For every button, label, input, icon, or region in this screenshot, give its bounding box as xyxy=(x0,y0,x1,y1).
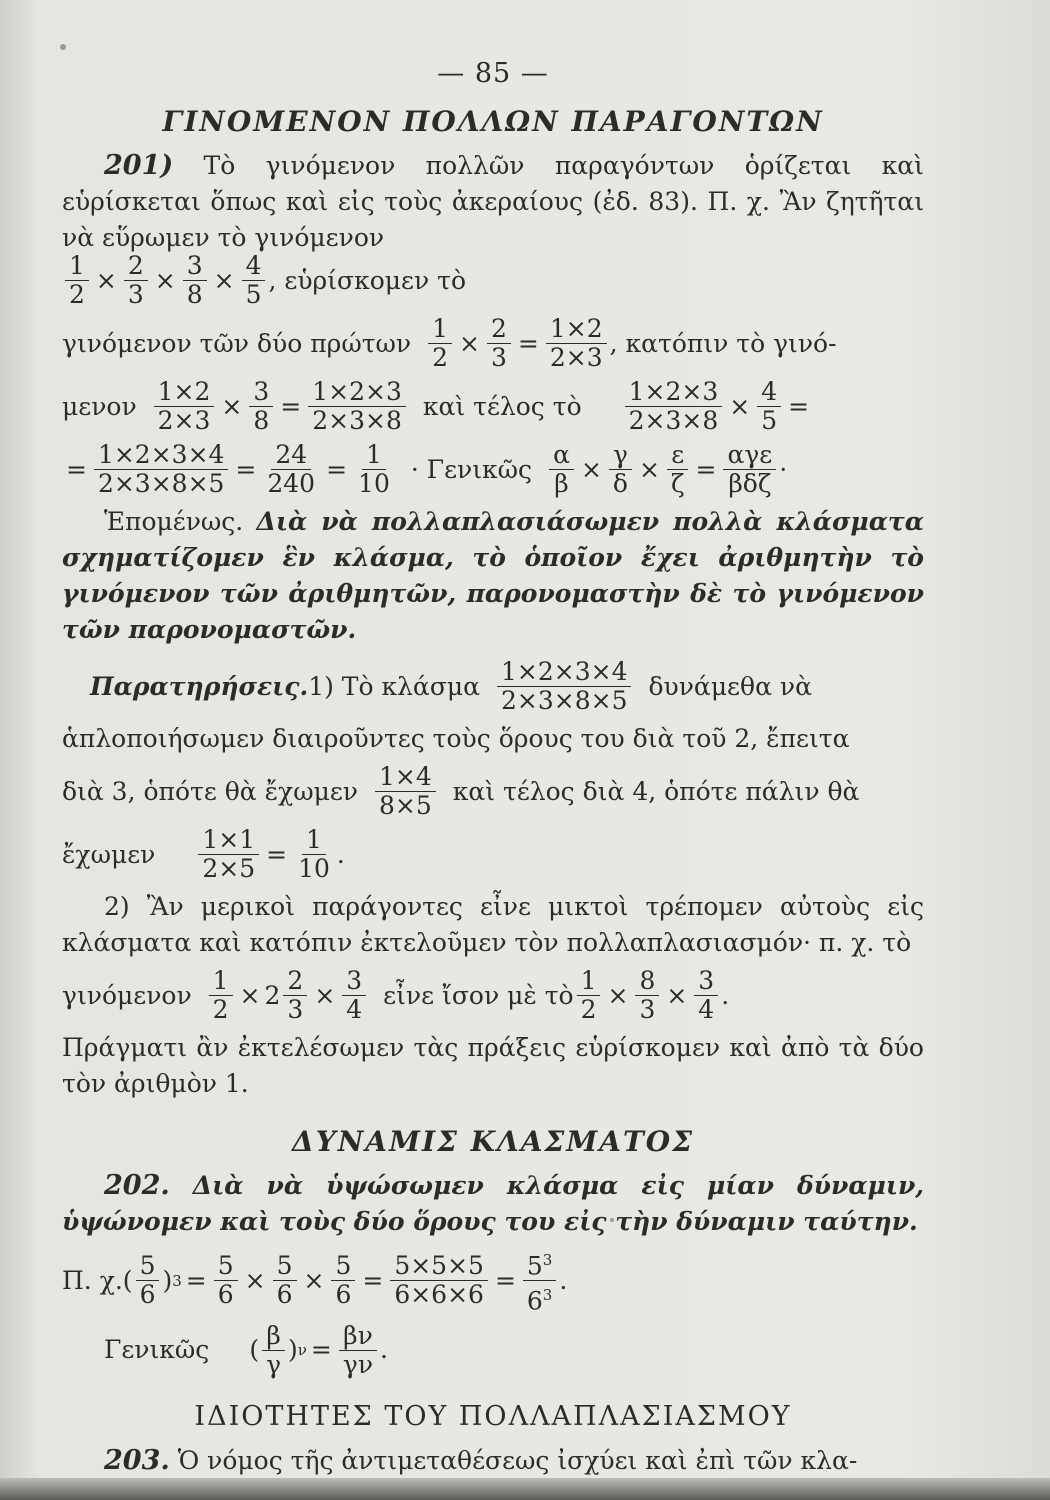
remarks-label: Παρατηρήσεις. xyxy=(90,671,309,701)
paragraph-text: Γενικῶς xyxy=(104,1335,210,1365)
fraction: $\frac{3}{8}$ xyxy=(249,378,273,435)
fraction: $\frac{5}{6}$ xyxy=(331,1252,355,1309)
paragraph-201 xyxy=(62,148,924,256)
fraction: $\frac{1\times 2\times 3}{2\times 3\times 8}$ xyxy=(308,378,406,435)
paragraph-text: δυνάμεθα νὰ xyxy=(648,671,812,701)
page-bottom-edge xyxy=(0,1478,1050,1500)
fraction: $\frac{1}{2}$ xyxy=(577,967,601,1024)
paragraph-text: γινόμενον xyxy=(62,980,192,1010)
section-heading-properties: ΙΔΙΟΤΗΤΕΣ ΤΟΥ ΠΟΛΛΑΠΛΑΣΙΑΣΜΟΥ xyxy=(194,1400,792,1432)
math-line-3: μενον $\frac{1\times 2}{2\times 3}$ × $\frac{3}{8}$ = $\frac{1\times 2\times 3}{2\times 3\times 8}$ καὶ τέλος τὸ $\frac{1\times 2\times 3}{2\times 3\times 8}$ × $\frac{4}{5}$ = xyxy=(62,377,810,435)
fraction: $\frac{3}{4}$ xyxy=(342,967,366,1024)
fraction: $\frac{\text{αγε}}{\text{βδζ}}$ xyxy=(723,441,776,498)
paragraph-text: διὰ 3, ὁπότε θὰ ἔχωμεν xyxy=(62,776,358,806)
paragraph-text: καὶ τέλος διὰ 4, ὁπότε πάλιν θὰ xyxy=(452,776,860,806)
fraction: $\frac{8}{3}$ xyxy=(635,967,659,1024)
fraction: $\frac{3}{4}$ xyxy=(694,967,718,1024)
fraction: $\frac{1}{2}$ xyxy=(209,967,233,1024)
mixed-integer: 2 xyxy=(264,980,281,1010)
paragraph-text: γινόμενον τῶν δύο πρώτων xyxy=(62,328,412,358)
rule-text: Διὰ νὰ πολλαπλασιάσωμεν πολλὰ κλάσματα σχηματίζομεν ἓν κλάσμα, τὸ ὁποῖον ἔχει ἀριθμητὴν τὸ γινόμενον τῶν ἀριθμητῶν, παρονομαστὴν δὲ τὸ γινόμενον τῶν παρονομαστῶν. xyxy=(62,507,924,644)
fraction: $\frac{1\times 4}{8\times 5}$ xyxy=(375,763,436,820)
math-line-9: Π. χ. ( $\frac{5}{6}$ ) 3 = $\frac{5}{6}$ × $\frac{5}{6}$ × $\frac{5}{6}$ = $\frac{5\times 5\times 5}{6\times 6\times 6}$ = $\frac{5^3}{6^3}$ . xyxy=(62,1246,924,1316)
fraction: $\frac{\alpha}{\beta}$ xyxy=(549,441,574,498)
fraction: $\frac{5\times 5\times 5}{6\times 6\times 6}$ xyxy=(390,1252,488,1309)
fraction: $\frac{2}{3}$ xyxy=(283,967,307,1024)
paragraph-text: Π. χ. xyxy=(62,1265,123,1295)
fraction: $\frac{1}{2}$ xyxy=(65,252,89,309)
page-smudge xyxy=(60,44,66,50)
fraction: $\frac{1\times 2}{2\times 3}$ xyxy=(546,315,607,372)
paragraph-text: εἶνε ἴσον μὲ τὸ xyxy=(383,980,574,1010)
math-line-1: $\frac{1}{2}$ × $\frac{2}{3}$ × $\frac{3}{8}$ × $\frac{4}{5}$ , εὑρίσκομεν τὸ xyxy=(62,252,924,309)
fraction: $\frac{5}{6}$ xyxy=(273,1252,297,1309)
paragraph-text: · Γενικῶς xyxy=(410,454,533,484)
paragraph-text: 1) Τὸ κλάσμα xyxy=(308,671,481,701)
fraction: $\frac{5}{6}$ xyxy=(214,1252,238,1309)
math-line-5 xyxy=(62,658,924,715)
fraction: $\frac{\gamma}{\delta}$ xyxy=(609,441,632,498)
fraction: $\frac{4}{5}$ xyxy=(242,252,266,309)
fraction: $\frac{1}{2}$ xyxy=(428,315,452,372)
paragraph-203 xyxy=(62,1443,924,1479)
paragraph-text: , κατόπιν τὸ γινό- xyxy=(609,328,837,358)
fraction: $\frac{1\times 2\times 3}{2\times 3\times 8}$ xyxy=(625,378,723,435)
item-number-201: 201) xyxy=(104,150,174,181)
paragraph-text: Ἑπομένως. xyxy=(104,507,257,536)
section-heading-product: ΓΙΝΟΜΕΝΟΝ ΠΟΛΛΩΝ ΠΑΡΑΓΟΝΤΩΝ xyxy=(162,105,824,138)
fraction: $\frac{1\times 2\times 3\times 4}{2\times 3\times 8\times 5}$ xyxy=(497,658,631,715)
paragraph-text: μενον xyxy=(62,391,137,421)
fraction: $\frac{1}{10}$ xyxy=(358,440,390,498)
fraction: $\frac{1\times 1}{2\times 5}$ xyxy=(198,826,259,883)
math-line-7: ἔχωμεν $\frac{1\times 1}{2\times 5}$ = $\frac{1}{10}$ . xyxy=(62,825,345,883)
math-line-6 xyxy=(62,763,924,820)
fraction: $\frac{\beta}{\gamma}$ xyxy=(262,1322,285,1379)
math-line-2: γινόμενον τῶν δύο πρώτων $\frac{1}{2}$ × $\frac{2}{3}$ = $\frac{1\times 2}{2\times 3}$ , κατόπιν τὸ γινό- xyxy=(62,314,837,372)
paragraph-text: , εὑρίσκομεν τὸ xyxy=(268,265,466,295)
paragraph-text: Ὁ νόμος τῆς ἀντιμεταθέσεως ἰσχύει καὶ ἐπὶ τῶν κλα- xyxy=(169,1445,858,1475)
exponent: ν xyxy=(297,1341,307,1360)
paragraph-text: καὶ τέλος τὸ xyxy=(422,391,582,421)
math-line-8: γινόμενον $\frac{1}{2}$ × 2 $\frac{2}{3}$ × $\frac{3}{4}$ εἶνε ἴσον μὲ τὸ $\frac{1}{2}$ × $\frac{8}{3}$ × $\frac{3}{4}$ . xyxy=(62,966,730,1024)
page-number: — 85 — xyxy=(437,58,549,89)
fraction: $\frac{\beta\nu}{\gamma\nu}$ xyxy=(339,1322,377,1379)
rule-text: Διὰ νὰ ὑψώσωμεν κλάσμα εἰς μίαν δύναμιν, ὑψώνομεν καὶ τοὺς δύο ὅρους του εἰς τὴν δύναμιν ταύτην. xyxy=(62,1171,924,1236)
fraction: $\frac{\varepsilon}{\zeta}$ xyxy=(667,441,689,498)
fraction: $\frac{1\times 2}{2\times 3}$ xyxy=(154,378,215,435)
fraction: $\frac{1}{10}$ xyxy=(298,825,330,883)
section-heading-power: ΔΥΝΑΜΙΣ ΚΛΑΣΜΑΤΟΣ xyxy=(292,1125,694,1158)
paragraph-text: Πράγματι ἂν ἐκτελέσωμεν τὰς πράξεις εὑρίσκομεν καὶ ἀπὸ τὰ δύο τὸν ἀριθμὸν 1. xyxy=(62,1033,924,1098)
math-line-4: = $\frac{1\times 2\times 3\times 4}{2\times 3\times 8\times 5}$ = $\frac{24}{240}$ = $\frac{1}{10}$ · Γενικῶς $\frac{\alpha}{\beta}$ × $\frac{\gamma}{\delta}$ × $\frac{\varepsilon}{\zeta}$ = $\frac{\text{αγε}}{\text{βδζ}}$ · xyxy=(66,440,788,498)
paragraph-text: Τὸ γινόμενον πολλῶν παραγόντων ὁρίζεται καὶ εὑρίσκεται ὅπως καὶ εἰς τοὺς ἀκεραίους (ἐδ. 83). Π. χ. Ἂν ζητῆται νὰ εὕρωμεν τὸ γινόμενον xyxy=(62,151,924,252)
fraction: $\frac{2}{3}$ xyxy=(124,252,148,309)
paragraph-text: ἔχωμεν xyxy=(62,839,156,869)
fraction: $\frac{24}{240}$ xyxy=(267,440,316,498)
fraction: $\frac{3}{8}$ xyxy=(183,252,207,309)
exponent: 3 xyxy=(172,1271,182,1290)
paragraph-text: ἁπλοποιήσωμεν διαιροῦντες τοὺς ὅρους του διὰ τοῦ 2, ἔπειτα xyxy=(62,724,850,753)
page-content xyxy=(62,56,924,1479)
fraction: $\frac{5^3}{6^3}$ xyxy=(523,1246,556,1316)
fraction: $\frac{5}{6}$ xyxy=(136,1252,160,1309)
paragraph-text: 2) Ἂν μερικοὶ παράγοντες εἶνε μικτοὶ τρέπομεν αὐτοὺς εἰς κλάσματα καὶ κατόπιν ἐκτελοῦμεν τὸν πολλαπλασιασμόν· π. χ. τὸ xyxy=(62,892,924,957)
paragraph-202 xyxy=(62,1168,924,1240)
fraction: $\frac{4}{5}$ xyxy=(757,378,781,435)
fraction: $\frac{2}{3}$ xyxy=(487,315,511,372)
rule-paragraph xyxy=(62,504,924,648)
item-number-202: 202. xyxy=(104,1170,170,1201)
item-number-203: 203. xyxy=(104,1444,170,1476)
fraction: $\frac{1\times 2\times 3\times 4}{2\times 3\times 8\times 5}$ xyxy=(94,441,228,498)
math-line-10: Γενικῶς ( $\frac{\beta}{\gamma}$ ) ν = $\frac{\beta\nu}{\gamma\nu}$ . xyxy=(104,1320,388,1379)
